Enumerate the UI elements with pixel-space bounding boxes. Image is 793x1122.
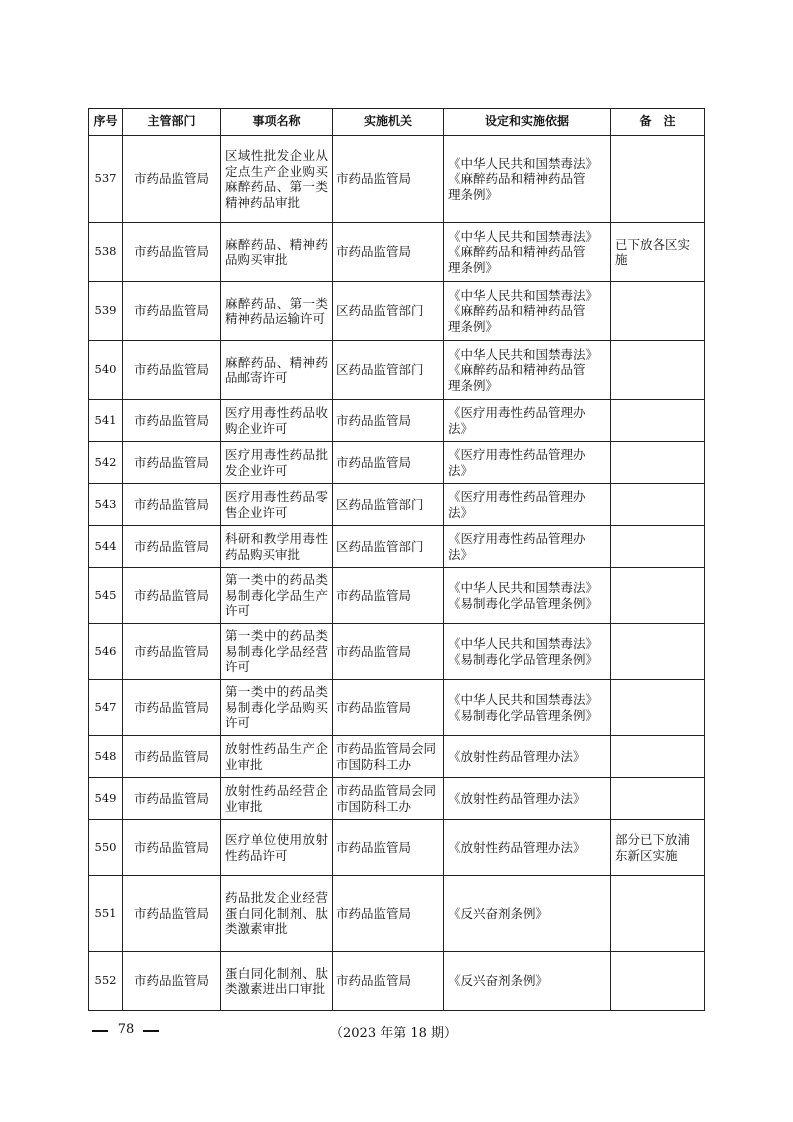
table-header-row [89, 109, 705, 136]
row-org: 区药品监管部门 [333, 484, 444, 526]
table-row [89, 778, 705, 820]
basis-line: 《易制毒化学品管理条例》 [448, 595, 599, 611]
row-number: 552 [89, 952, 123, 1011]
row-note [611, 282, 705, 341]
row-note [611, 136, 705, 223]
row-number: 545 [89, 568, 123, 624]
row-org: 市药品监管局 [333, 952, 444, 1011]
header-basis: 设定和实施依据 [444, 109, 611, 136]
row-basis [444, 624, 611, 680]
basis-line: 理条例》 [448, 377, 499, 393]
row-note [611, 876, 705, 952]
issue-label: （2023 年第 18 期） [330, 1026, 458, 1041]
basis-line: 《放射性药品管理办法》 [448, 748, 586, 764]
row-note [611, 442, 705, 484]
table-row [89, 526, 705, 568]
row-note [611, 341, 705, 400]
header-org: 实施机关 [333, 109, 444, 136]
row-basis [444, 778, 611, 820]
row-item-name: 放射性药品经营企业审批 [221, 778, 333, 820]
table-row [89, 952, 705, 1011]
basis-line: 理条例》 [448, 318, 499, 334]
row-note [611, 526, 705, 568]
row-dept: 市药品监管局 [123, 223, 221, 282]
row-item-name: 蛋白同化制剂、肽类激素进出口审批 [221, 952, 333, 1011]
row-org: 市药品监管局 [333, 442, 444, 484]
row-org: 市药品监管局 [333, 624, 444, 680]
row-dept: 市药品监管局 [123, 442, 221, 484]
row-number: 539 [89, 282, 123, 341]
basis-line: 《麻醉药品和精神药品管 [448, 303, 586, 319]
basis-line: 《中华人民共和国禁毒法》 [448, 155, 599, 171]
row-org: 区药品监管部门 [333, 282, 444, 341]
row-dept: 市药品监管局 [123, 400, 221, 442]
row-number: 544 [89, 526, 123, 568]
row-org: 区药品监管部门 [333, 341, 444, 400]
header-dept: 主管部门 [123, 109, 221, 136]
row-basis [444, 341, 611, 400]
row-item-name: 医疗用毒性药品零售企业许可 [221, 484, 333, 526]
row-basis [444, 952, 611, 1011]
row-number: 547 [89, 680, 123, 736]
header-note: 备 注 [611, 109, 705, 136]
row-item-name: 第一类中的药品类易制毒化学品经营许可 [221, 624, 333, 680]
row-note: 已下放各区实施 [611, 223, 705, 282]
row-number: 546 [89, 624, 123, 680]
row-basis [444, 820, 611, 876]
row-basis [444, 484, 611, 526]
table-row [89, 136, 705, 223]
table-row [89, 442, 705, 484]
basis-line: 《放射性药品管理办法》 [448, 839, 586, 855]
basis-line: 《反兴奋剂条例》 [448, 905, 549, 921]
row-org: 市药品监管局 [333, 136, 444, 223]
row-item-name: 第一类中的药品类易制毒化学品购买许可 [221, 680, 333, 736]
row-number: 551 [89, 876, 123, 952]
row-org: 市药品监管局 [333, 820, 444, 876]
basis-line: 《易制毒化学品管理条例》 [448, 707, 599, 723]
row-org: 市药品监管局会同市国防科工办 [333, 778, 444, 820]
table-row [89, 820, 705, 876]
basis-line: 《中华人民共和国禁毒法》 [448, 692, 599, 707]
row-basis [444, 736, 611, 778]
row-note [611, 736, 705, 778]
header-name: 事项名称 [221, 109, 333, 136]
row-basis [444, 526, 611, 568]
footer-dash-left [92, 1030, 108, 1032]
row-number: 550 [89, 820, 123, 876]
row-org: 市药品监管局 [333, 223, 444, 282]
row-note [611, 568, 705, 624]
row-note [611, 624, 705, 680]
row-basis [444, 223, 611, 282]
row-note [611, 680, 705, 736]
basis-line: 法》 [448, 462, 474, 478]
row-note: 部分已下放浦东新区实施 [611, 820, 705, 876]
row-basis [444, 136, 611, 223]
row-org: 市药品监管局 [333, 568, 444, 624]
row-dept: 市药品监管局 [123, 136, 221, 223]
table-row [89, 624, 705, 680]
row-org: 市药品监管局 [333, 400, 444, 442]
basis-line: 《易制毒化学品管理条例》 [448, 651, 599, 667]
row-org: 区药品监管部门 [333, 526, 444, 568]
table-row [89, 282, 705, 341]
row-item-name: 麻醉药品、精神药品邮寄许可 [221, 341, 333, 400]
basis-line: 法》 [448, 420, 474, 436]
row-dept: 市药品监管局 [123, 624, 221, 680]
table-body [89, 136, 705, 1011]
table-row [89, 400, 705, 442]
row-basis [444, 876, 611, 952]
row-item-name: 医疗用毒性药品收购企业许可 [221, 400, 333, 442]
row-number: 541 [89, 400, 123, 442]
row-number: 537 [89, 136, 123, 223]
row-item-name: 药品批发企业经营蛋白同化制剂、肽类激素审批 [221, 876, 333, 952]
row-item-name: 麻醉药品、精神药品购买审批 [221, 223, 333, 282]
row-item-name: 麻醉药品、第一类精神药品运输许可 [221, 282, 333, 341]
row-note [611, 484, 705, 526]
row-dept: 市药品监管局 [123, 526, 221, 568]
row-basis [444, 442, 611, 484]
basis-line: 《医疗用毒性药品管理办 [448, 531, 586, 546]
basis-line: 《中华人民共和国禁毒法》 [448, 636, 599, 651]
row-dept: 市药品监管局 [123, 568, 221, 624]
row-dept: 市药品监管局 [123, 484, 221, 526]
row-note [611, 778, 705, 820]
row-number: 549 [89, 778, 123, 820]
table-row [89, 736, 705, 778]
row-item-name: 放射性药品生产企业审批 [221, 736, 333, 778]
row-dept: 市药品监管局 [123, 736, 221, 778]
row-org: 市药品监管局 [333, 876, 444, 952]
approval-items-table [88, 108, 705, 1011]
header-no: 序号 [89, 109, 123, 136]
row-basis [444, 680, 611, 736]
page-number: 78 [117, 1022, 135, 1037]
table-row [89, 223, 705, 282]
row-org: 市药品监管局 [333, 680, 444, 736]
row-number: 542 [89, 442, 123, 484]
basis-line: 法》 [448, 504, 474, 520]
basis-line: 《麻醉药品和精神药品管 [448, 362, 586, 378]
row-dept: 市药品监管局 [123, 282, 221, 341]
basis-line: 《麻醉药品和精神药品管 [448, 244, 586, 260]
table-row [89, 876, 705, 952]
row-item-name: 区域性批发企业从定点生产企业购买麻醉药品、第一类精神药品审批 [221, 136, 333, 223]
table-row [89, 484, 705, 526]
table-row [89, 341, 705, 400]
footer-dash-right [143, 1030, 159, 1032]
basis-line: 法》 [448, 546, 474, 562]
basis-line: 理条例》 [448, 259, 499, 275]
basis-line: 《医疗用毒性药品管理办 [448, 447, 586, 462]
basis-line: 《中华人民共和国禁毒法》 [448, 346, 599, 362]
basis-line: 《放射性药品管理办法》 [448, 790, 586, 806]
row-number: 538 [89, 223, 123, 282]
row-item-name: 医疗用毒性药品批发企业许可 [221, 442, 333, 484]
basis-line: 《医疗用毒性药品管理办 [448, 489, 586, 504]
row-dept: 市药品监管局 [123, 680, 221, 736]
row-dept: 市药品监管局 [123, 778, 221, 820]
row-basis [444, 400, 611, 442]
basis-line: 《中华人民共和国禁毒法》 [448, 287, 599, 303]
row-number: 548 [89, 736, 123, 778]
basis-line: 理条例》 [448, 186, 499, 202]
row-dept: 市药品监管局 [123, 876, 221, 952]
row-dept: 市药品监管局 [123, 952, 221, 1011]
row-item-name: 科研和教学用毒性药品购买审批 [221, 526, 333, 568]
row-org: 市药品监管局会同市国防科工办 [333, 736, 444, 778]
row-note [611, 400, 705, 442]
row-item-name: 第一类中的药品类易制毒化学品生产许可 [221, 568, 333, 624]
row-note [611, 952, 705, 1011]
basis-line: 《麻醉药品和精神药品管 [448, 171, 586, 187]
basis-line: 《医疗用毒性药品管理办 [448, 405, 586, 420]
row-dept: 市药品监管局 [123, 820, 221, 876]
basis-line: 《反兴奋剂条例》 [448, 973, 549, 989]
basis-line: 《中华人民共和国禁毒法》 [448, 228, 599, 244]
table-row [89, 680, 705, 736]
row-dept: 市药品监管局 [123, 341, 221, 400]
table-row [89, 568, 705, 624]
row-number: 540 [89, 341, 123, 400]
row-number: 543 [89, 484, 123, 526]
row-basis [444, 568, 611, 624]
row-basis [444, 282, 611, 341]
row-item-name: 医疗单位使用放射性药品许可 [221, 820, 333, 876]
basis-line: 《中华人民共和国禁毒法》 [448, 580, 599, 595]
